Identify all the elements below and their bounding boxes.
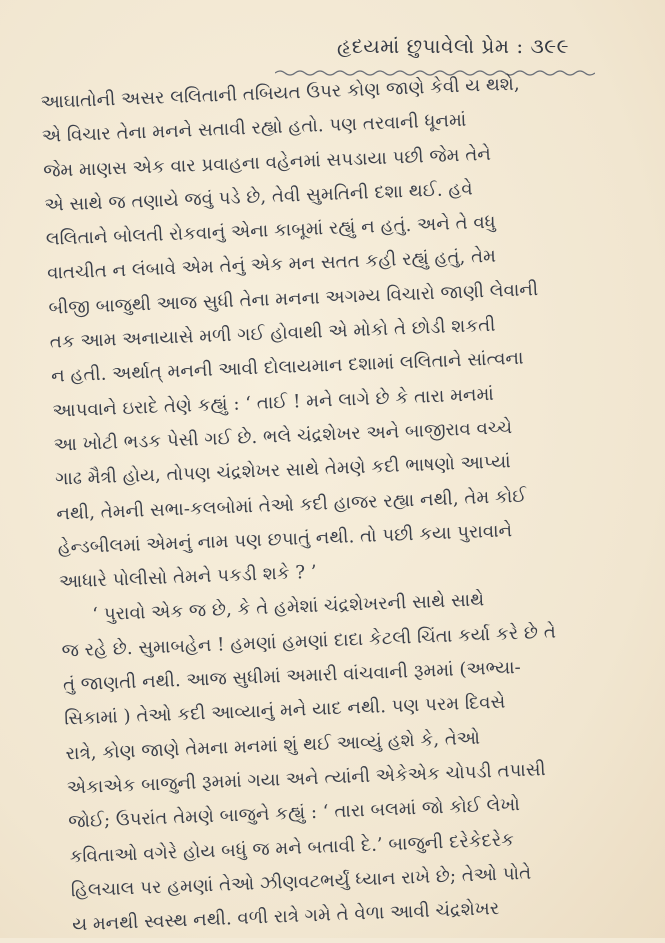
- text-line: કવિતાઓ વગેરે હોય બધું જ મને બતાવી દે.’ બાજુની દરેકેદરેક: [69, 828, 515, 867]
- text-line: સિકામાં ) તેઓ કદી આવ્યાનું મને યાદ નથી. પણ પરમ દિવસે: [63, 691, 506, 730]
- text-line: ન હતી. અર્થાત્ મનની આવી દોલાયમાન દશામાં લલિતાને સાંત્વના: [50, 348, 524, 388]
- text-line: આધારે પોલીસો તેમને પકડી શકે ? ’: [58, 561, 318, 593]
- text-line: ‘ પુરાવો એક જ છે, કે તે હમેશાં ચંદ્રશેખરની સાથે સાથે: [91, 589, 485, 626]
- text-line: આ ખોટી ભડક પેસી ગઈ છે. ભલે ચંદ્રશેખર અને બાજીરાવ વચ્ચે: [53, 417, 513, 456]
- text-line: જેમ માણસ એક વાર પ્રવાહના વહેનમાં સપડાયા પછી જેમ તેને: [42, 143, 492, 182]
- text-line: હિલચાલ પર હમણાં તેઓ ઝીણવટભર્યું ધ્યાન રાખે છે; તેઓ પોતે: [70, 862, 532, 902]
- text-line: એ વિચાર તેના મનને સતાવી રહ્યો હતો. પણ તરવાની ધૂનમાં: [41, 109, 467, 148]
- text-line: ય મનથી સ્વસ્થ નથી. વળી રાત્રે ગમે તે વેળા આવી ચંદ્રશેખર: [71, 898, 500, 936]
- text-line: જ રહે છે. સુમાબહેન ! હમણાં હમણાં દાદા કેટલી ચિંતા કર્યા કરે છે તે: [61, 621, 557, 662]
- paragraph-2: [60, 577, 663, 942]
- text-line: બીજી બાજુથી આજ સુધી તેના મનના અગમ્ય વિચારો જાણી લેવાની: [48, 278, 539, 319]
- text-line: તક આમ અનાયાસે મળી ગઈ હોવાથી એ મોકો તે છોડી શકતી: [49, 314, 496, 353]
- paragraph-1: [40, 63, 649, 600]
- text-line: એ સાથે જ તણાયે જવું પડે છે, તેવી સુમતિની દશા થઈ. હવે: [44, 178, 473, 216]
- running-header: હૃદયમાં છુપાવેલો પ્રેમ : ૩૯૯: [337, 34, 569, 58]
- text-line: આપવાને ઇરાદે તેણે કહ્યું : ‘ તાઈ ! મને લાગે છે કે તારા મનમાં: [52, 383, 495, 422]
- text-line: રાત્રે, કોણ જાણે તેમના મનમાં શું થઈ આવ્યું હશે કે, તેઓ: [65, 727, 481, 765]
- text-line: વાતચીત ન લંબાવે એમ તેનું એક મન સતત કહી રહ્યું હતું, તેમ: [46, 246, 497, 285]
- text-line: જોઈ; ઉપરાંત તેમણે બાજુને કહ્યું : ‘ તારા બલમાં જો કોઈ લેખો: [67, 794, 521, 833]
- text-line: લલિતાને બોલતી રોકવાનું એના કાબૂમાં રહ્યું ન હતું. અને તે વધુ: [45, 211, 497, 251]
- body-text: [40, 63, 662, 942]
- text-line: આઘાતોની અસર લલિતાની તબિયત ઉપર કોણ જાણે કેવી ય થશે,: [40, 73, 521, 113]
- text-line: એકાએક બાજુની રૂમમાં ગયા અને ત્યાંની એકેએક ચોપડી તપાસી: [66, 759, 547, 799]
- text-line: નથી, તેમની સભા-કલબોમાં તેઓ કદી હાજર રહ્યા નથી, તેમ કોઈ: [56, 485, 527, 525]
- text-line: હેન્ડબીલમાં એમનું નામ પણ છપાતું નથી. તો પછી કયા પુરાવાને: [57, 520, 513, 559]
- text-line: ગાઢ મૈત્રી હોય, તોપણ ચંદ્રશેખર સાથે તેમણે કદી ભાષણો આપ્યાં: [54, 451, 512, 490]
- text-line: તું જાણતી નથી. આજ સુધીમાં અમારી વાંચવાની રૂમમાં (અભ્યા-: [62, 657, 522, 696]
